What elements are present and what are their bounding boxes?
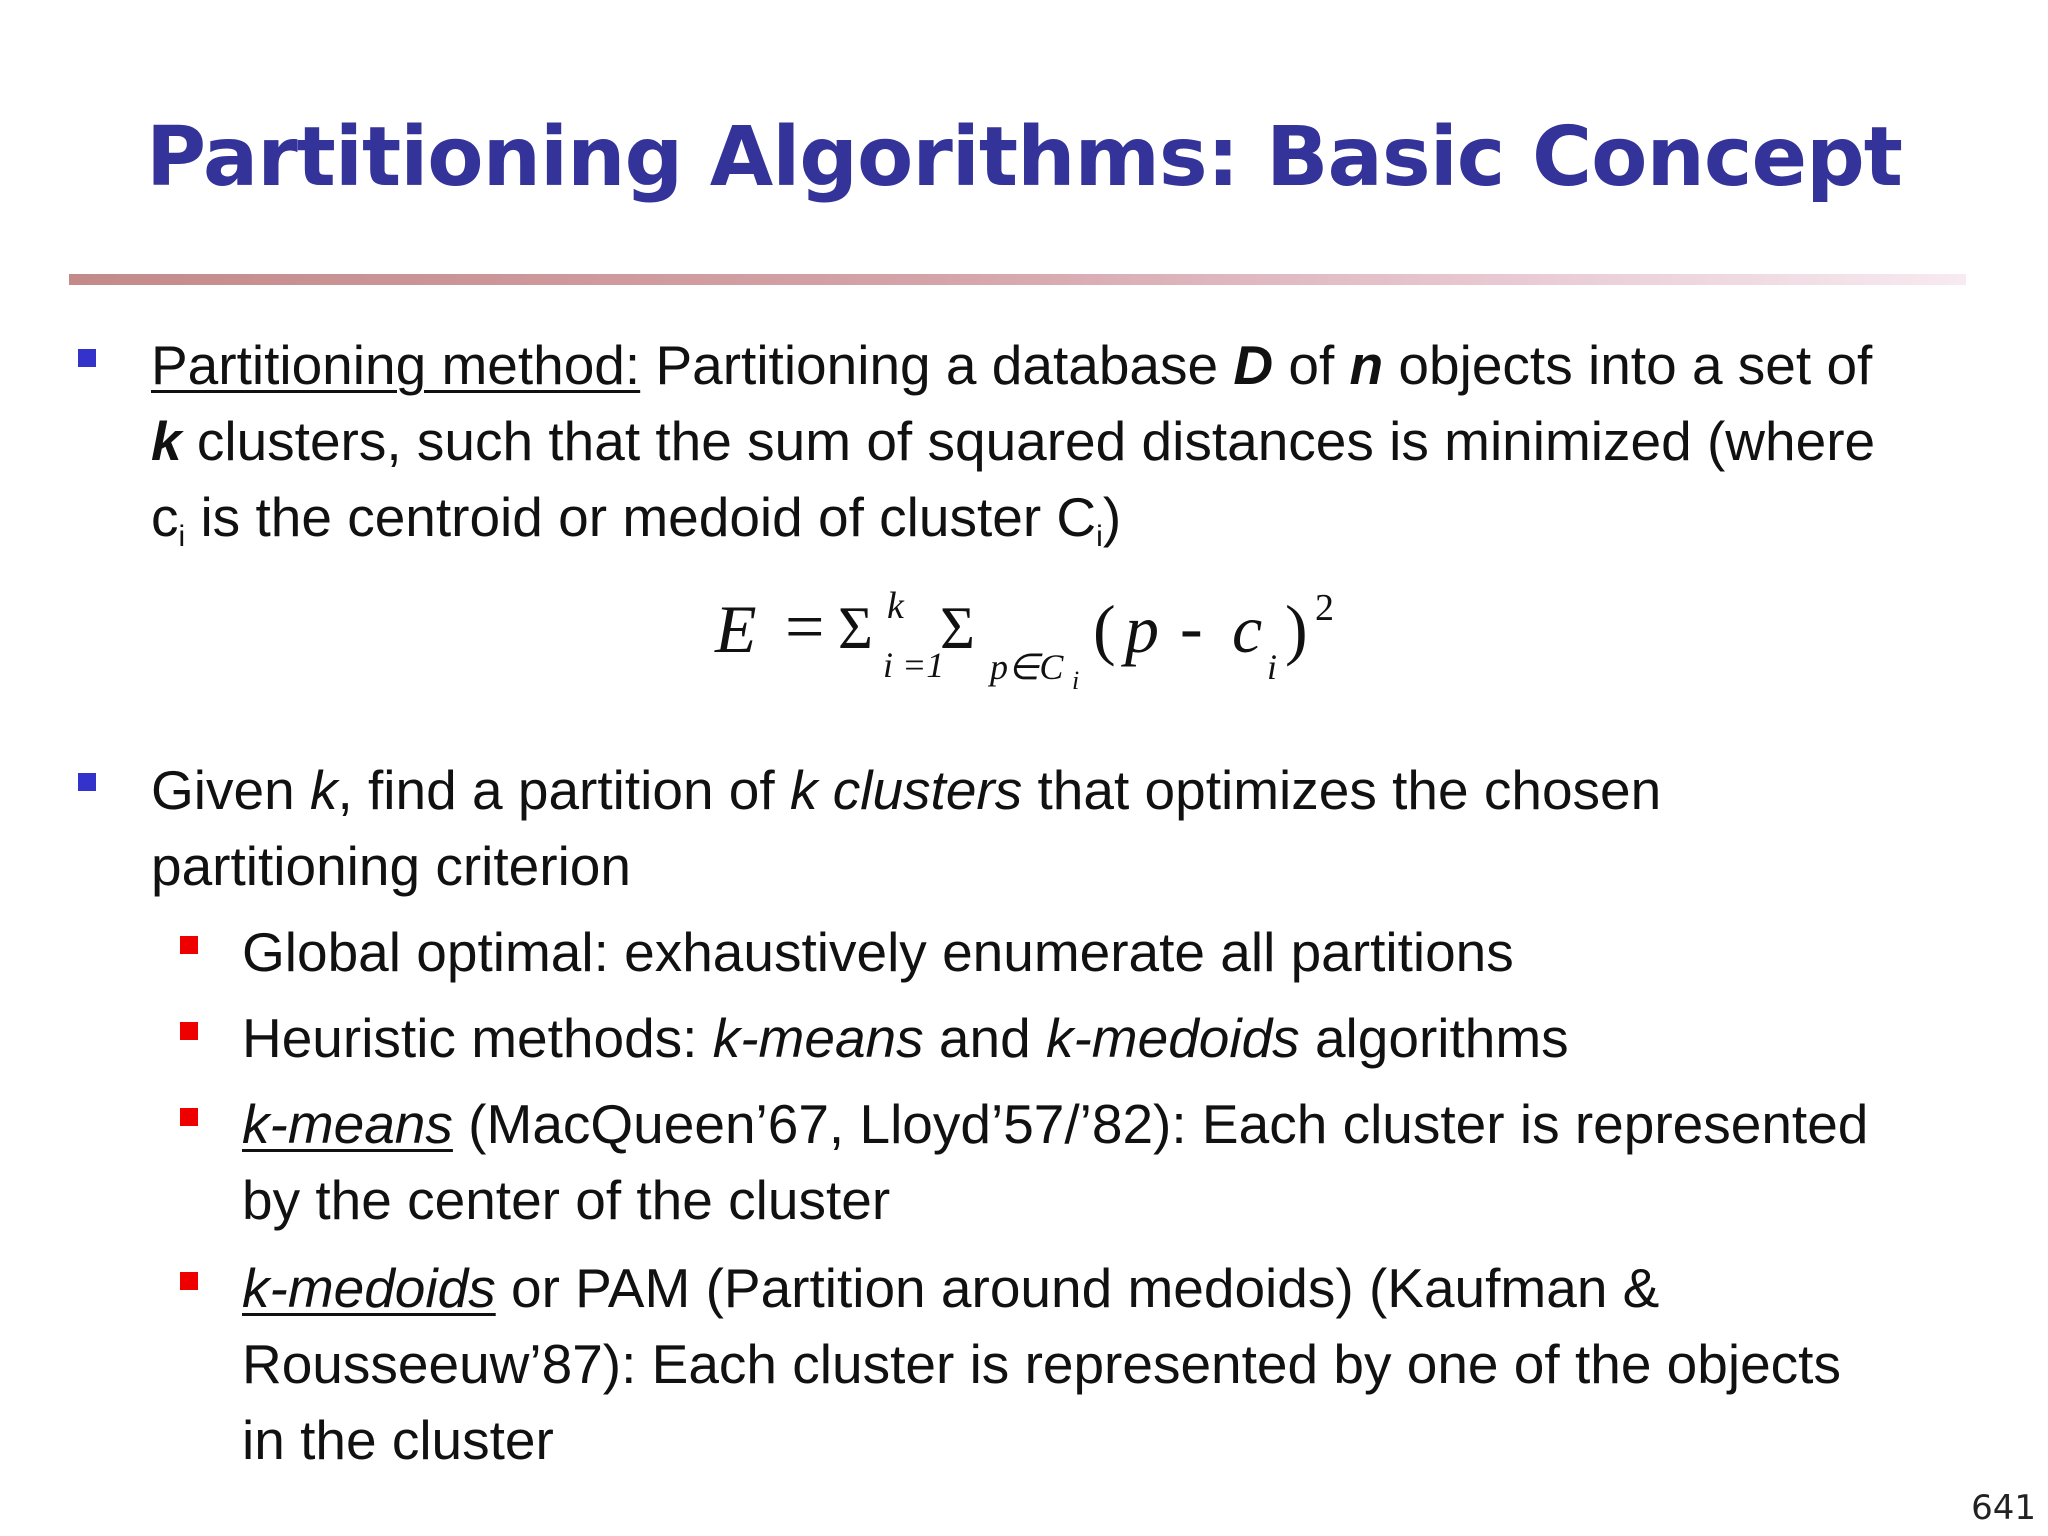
text: or PAM (Partition around medoids) (Kaufman & xyxy=(495,1257,1660,1319)
sub-bullet-marker xyxy=(180,1272,198,1290)
subscript: i xyxy=(1096,520,1103,553)
formula-equals: = xyxy=(785,589,825,666)
formula-p: p xyxy=(1125,591,1159,667)
title-divider xyxy=(69,274,1966,285)
sub-bullet-k-medoids xyxy=(242,1250,1841,1478)
text: is the centroid or medoid of cluster C xyxy=(185,486,1097,548)
sub-bullet-marker xyxy=(180,1022,198,1040)
term-k-means: k-means xyxy=(712,1007,924,1069)
formula-sigma: Σ xyxy=(838,595,873,661)
bullet-marker xyxy=(78,349,96,367)
text: that optimizes the chosen xyxy=(1022,759,1662,821)
subscript: i xyxy=(178,520,186,553)
var-k: k xyxy=(151,410,182,472)
sub-bullet-marker xyxy=(180,1108,198,1126)
term-k-medoids: k-medoids xyxy=(242,1257,496,1319)
text: (MacQueen’67, Lloyd’57/’82): Each cluster is represented xyxy=(452,1093,1869,1155)
sse-formula xyxy=(715,585,1355,700)
bullet-line xyxy=(151,479,1875,575)
bullet-line: partitioning criterion xyxy=(151,835,631,897)
var-D: D xyxy=(1233,334,1274,396)
formula-sigma: Σ xyxy=(940,595,975,661)
term-k-clusters: k clusters xyxy=(789,759,1023,821)
slide-title: Partitioning Algorithms: Basic Concept xyxy=(146,110,1902,205)
bullet-line xyxy=(151,327,1875,403)
text: objects into a set of xyxy=(1383,334,1873,396)
formula-E: E xyxy=(715,591,757,667)
formula-sub-p: p∈C xyxy=(990,647,1064,687)
text: algorithms xyxy=(1299,1007,1569,1069)
formula-sub-i1: i =1 xyxy=(883,645,945,685)
formula-paren: ) xyxy=(1285,591,1308,667)
term-k-medoids: k-medoids xyxy=(1045,1007,1300,1069)
formula-square: 2 xyxy=(1315,587,1334,629)
sub-bullet-heuristic xyxy=(242,1000,1569,1076)
var-n: n xyxy=(1349,334,1384,396)
bullet-line: in the cluster xyxy=(242,1409,554,1471)
page-number: 641 xyxy=(1971,1488,2036,1528)
bullet-given-k xyxy=(151,752,1661,904)
text: Given xyxy=(151,759,310,821)
bullet-line xyxy=(151,403,1875,479)
sub-bullet-global-optimal: Global optimal: exhaustively enumerate all partitions xyxy=(242,921,1514,983)
text: Partitioning a database xyxy=(640,334,1234,396)
bullet-line xyxy=(151,752,1661,828)
bullet-line: by the center of the cluster xyxy=(242,1169,891,1231)
term-partitioning-method: Partitioning method: xyxy=(151,334,641,396)
sub-bullet-k-means xyxy=(242,1086,1868,1238)
text: clusters, such that the sum of squared distances is minimized (where xyxy=(181,410,1876,472)
bullet-marker xyxy=(78,773,96,791)
text: and xyxy=(923,1007,1046,1069)
formula-paren: ( xyxy=(1093,591,1116,667)
bullet-line: Rousseeuw’87): Each cluster is represented by one of the objects xyxy=(242,1333,1841,1395)
bullet-line xyxy=(242,1086,1868,1162)
formula-sup-k: k xyxy=(887,585,904,627)
formula-minus: - xyxy=(1180,589,1203,665)
formula-c-sub: i xyxy=(1267,647,1278,687)
bullet-partitioning-method xyxy=(151,327,1875,575)
bullet-line xyxy=(242,1250,1841,1326)
term-k-means: k-means xyxy=(242,1093,453,1155)
text: of xyxy=(1273,334,1350,396)
text: Heuristic methods: xyxy=(242,1007,713,1069)
text: c xyxy=(151,486,179,548)
text: ) xyxy=(1102,486,1122,548)
formula-c: c xyxy=(1232,591,1263,667)
text: , find a partition of xyxy=(337,759,790,821)
sub-bullet-marker xyxy=(180,936,198,954)
formula-sub-p-i: i xyxy=(1072,666,1080,695)
var-k: k xyxy=(309,759,338,821)
